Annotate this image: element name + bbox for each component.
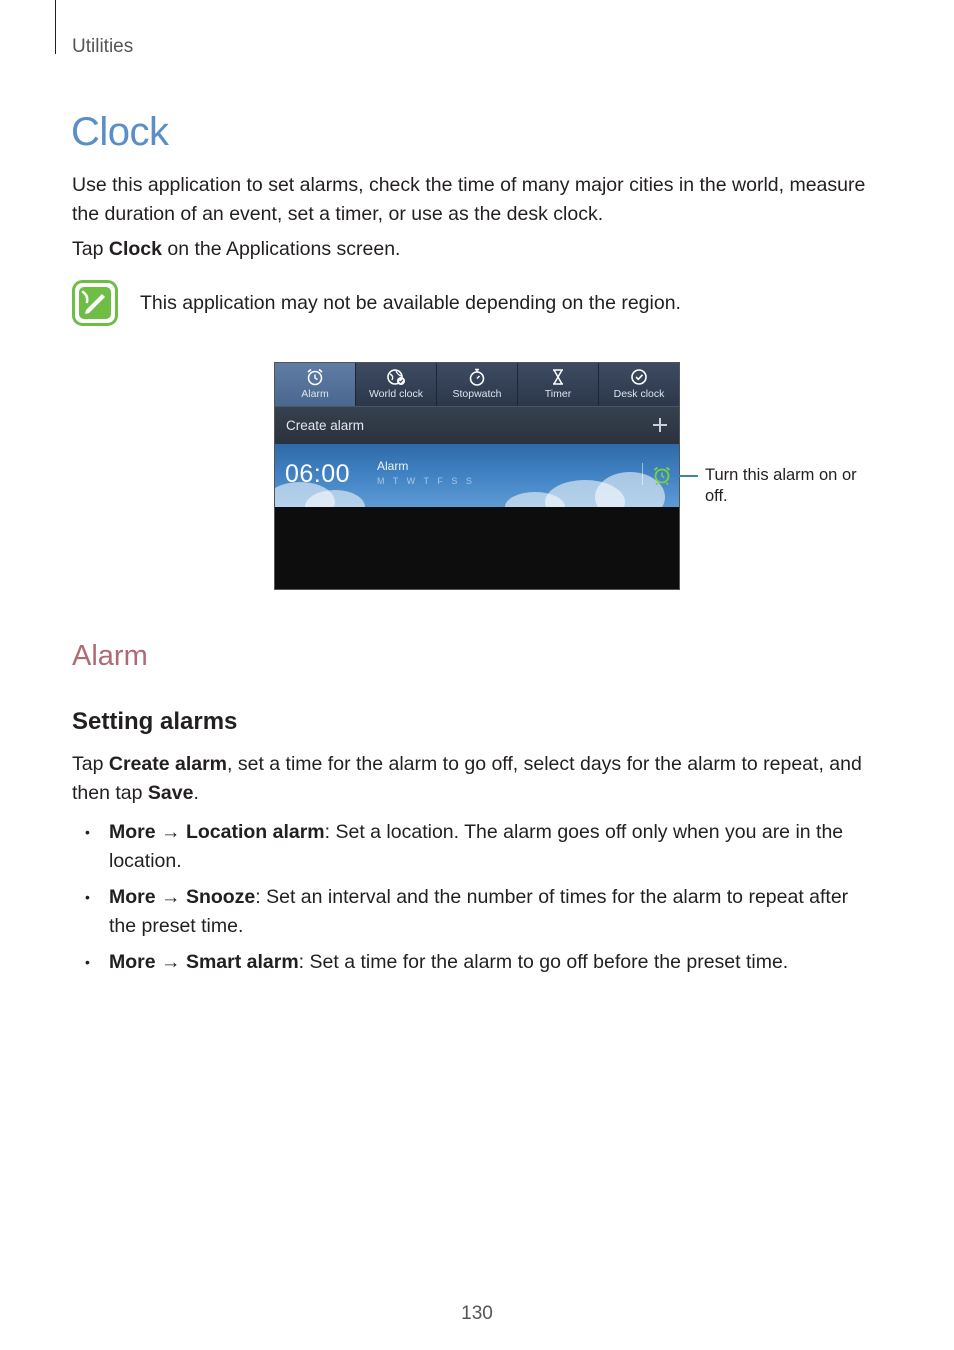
callout-text: Turn this alarm on or off. xyxy=(705,466,857,505)
list-item: • More → Smart alarm: Set a time for the alarm to go off before the preset time. xyxy=(85,948,875,977)
header-rule xyxy=(55,0,56,54)
alarm-name: Alarm xyxy=(377,459,409,473)
alarm-clock-icon xyxy=(305,367,325,387)
page-title: Clock xyxy=(71,110,169,154)
note-pencil-icon xyxy=(72,280,118,326)
page-number: 130 xyxy=(461,1303,493,1324)
tap-instruction: Tap Clock on the Applications screen. xyxy=(72,238,401,260)
create-alarm-label: Create alarm xyxy=(286,418,365,433)
tab-alarm[interactable] xyxy=(275,363,356,406)
alarm-list-item[interactable] xyxy=(275,444,679,507)
subheading-setting-alarms: Setting alarms xyxy=(72,708,238,735)
stopwatch-icon xyxy=(467,367,487,387)
callout-line xyxy=(670,475,698,477)
tab-label: World clock xyxy=(368,388,424,400)
alarm-days: M T W T F S S xyxy=(377,476,475,486)
tab-timer[interactable] xyxy=(518,363,599,406)
options-list xyxy=(85,818,875,984)
alarm-divider xyxy=(642,463,643,485)
tab-label: Stopwatch xyxy=(452,388,502,400)
globe-icon xyxy=(386,367,406,387)
tab-world-clock[interactable] xyxy=(356,363,437,406)
desk-clock-icon xyxy=(629,367,649,387)
tab-label: Desk clock xyxy=(613,388,665,400)
list-item: • More → Snooze: Set an interval and the number of times for the alarm to repeat after the preset time. xyxy=(85,883,875,941)
plus-icon[interactable] xyxy=(651,416,669,434)
note-text: This application may not be available depending on the region. xyxy=(140,292,681,314)
clock-tab-bar xyxy=(275,363,679,406)
alarm-time: 06:00 xyxy=(285,460,351,488)
tab-label: Timer xyxy=(544,388,572,400)
create-alarm-row[interactable] xyxy=(275,406,679,444)
setting-alarms-paragraph: Tap Create alarm, set a time for the alarm to go off, select days for the alarm to repeat, and then tap Save. xyxy=(72,753,862,804)
tab-stopwatch[interactable] xyxy=(437,363,518,406)
intro-paragraph: Use this application to set alarms, check the time of many major cities in the world, measure the duration of an event, set a timer, or use as the desk clock. xyxy=(72,174,866,225)
hourglass-icon xyxy=(548,367,568,387)
tab-label: Alarm xyxy=(301,388,329,400)
list-item: • More → Location alarm: Set a location. The alarm goes off only when you are in the location. xyxy=(85,818,875,876)
clock-app-screenshot xyxy=(274,362,680,590)
section-heading-alarm: Alarm xyxy=(72,640,148,672)
section-label: Utilities xyxy=(72,36,134,57)
tab-desk-clock[interactable] xyxy=(599,363,679,406)
